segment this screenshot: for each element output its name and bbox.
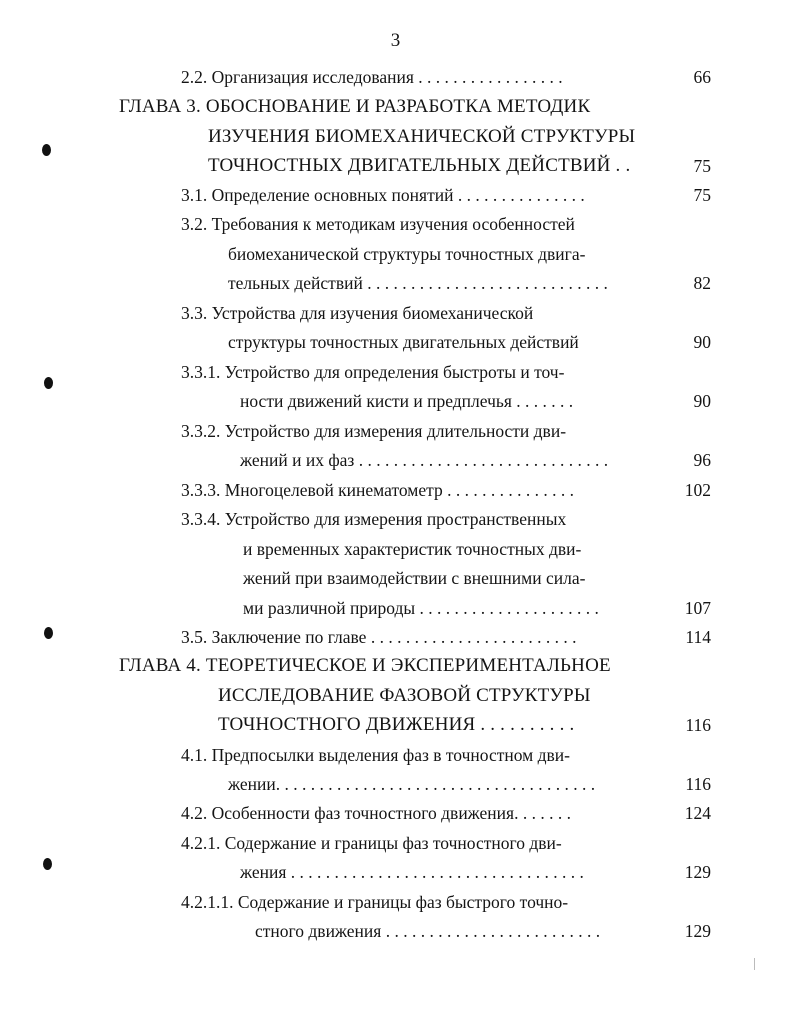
toc-line: 4.2.1. Содержание и границы фаз точностного дви-: [181, 833, 562, 853]
toc-page-number: 129: [684, 862, 711, 882]
toc-line: 3.2. Требования к методикам изучения особенностей: [181, 214, 575, 234]
toc-line: и временных характеристик точностных дви-: [243, 539, 582, 559]
toc-line: структуры точностных двигательных действий: [228, 332, 579, 352]
chapter-heading: ТОЧНОСТНОГО ДВИЖЕНИЯ . . . . . . . . . .: [218, 714, 575, 735]
toc-page-number: 124: [684, 803, 711, 823]
toc-page-number: 90: [693, 332, 711, 352]
toc-page-number: 116: [685, 774, 711, 794]
toc-line: 3.3.4. Устройство для измерения пространственных: [181, 509, 567, 529]
toc-page-number: 82: [693, 273, 711, 293]
toc-line: жении. . . . . . . . . . . . . . . . . . . . . . . . . . . . . . . . . . . . .: [228, 774, 596, 794]
toc-line: 3.5. Заключение по главе . . . . . . . . . . . . . . . . . . . . . . . .: [181, 627, 577, 647]
toc-line: 3.3. Устройства для изучения биомеханической: [181, 303, 534, 323]
toc-line: 3.3.2. Устройство для измерения длительности дви-: [181, 421, 567, 441]
toc-line: ности движений кисти и предплечья . . . . . . .: [240, 391, 574, 411]
binder-hole-mark: [44, 627, 53, 639]
toc-page-number: 116: [685, 715, 711, 735]
toc-page-number: 102: [684, 480, 711, 500]
toc-line: 4.1. Предпосылки выделения фаз в точностном дви-: [181, 745, 570, 765]
binder-hole-mark: [44, 377, 53, 389]
page-number: 3: [390, 30, 401, 51]
binder-hole-mark: [43, 858, 52, 870]
toc-line: жений и их фаз . . . . . . . . . . . . . . . . . . . . . . . . . . . . .: [240, 450, 609, 470]
toc-line: жений при взаимодействии с внешними сила-: [243, 568, 586, 588]
toc-line: биомеханической структуры точностных двига-: [228, 244, 586, 264]
toc-line: 2.2. Организация исследования . . . . . . . . . . . . . . . . .: [181, 67, 563, 87]
toc-page-number: 129: [684, 921, 711, 941]
toc-page-number: 75: [693, 185, 711, 205]
toc-line: 3.1. Определение основных понятий . . . . . . . . . . . . . . .: [181, 185, 585, 205]
toc-page-number: 107: [684, 598, 711, 618]
scan-artifact: [754, 958, 755, 970]
toc-line: тельных действий . . . . . . . . . . . . . . . . . . . . . . . . . . . .: [228, 273, 608, 293]
toc-line: 4.2. Особенности фаз точностного движения. . . . . . .: [181, 803, 571, 823]
toc-page-number: 66: [693, 67, 711, 87]
toc-line: 4.2.1.1. Содержание и границы фаз быстрого точно-: [181, 892, 569, 912]
toc-page-number: 90: [693, 391, 711, 411]
chapter-heading: ГЛАВА 3. ОБОСНОВАНИЕ И РАЗРАБОТКА МЕТОДИК: [119, 96, 591, 117]
toc-line: 3.3.3. Многоцелевой кинематометр . . . . . . . . . . . . . . .: [181, 480, 574, 500]
toc-page-number: 114: [685, 627, 711, 647]
chapter-heading: ТОЧНОСТНЫХ ДВИГАТЕЛЬНЫХ ДЕЙСТВИЙ . .: [208, 155, 631, 176]
chapter-heading: ИССЛЕДОВАНИЕ ФАЗОВОЙ СТРУКТУРЫ: [218, 685, 591, 706]
binder-hole-mark: [42, 144, 51, 156]
toc-page-number: 96: [693, 450, 711, 470]
toc-line: ми различной природы . . . . . . . . . . . . . . . . . . . . .: [243, 598, 599, 618]
toc-page-number: 75: [693, 156, 711, 176]
toc-line: 3.3.1. Устройство для определения быстроты и точ-: [181, 362, 565, 382]
toc-line: стного движения . . . . . . . . . . . . . . . . . . . . . . . . .: [255, 921, 601, 941]
chapter-heading: ИЗУЧЕНИЯ БИОМЕХАНИЧЕСКОЙ СТРУКТУРЫ: [208, 126, 636, 147]
toc-line: жения . . . . . . . . . . . . . . . . . . . . . . . . . . . . . . . . . .: [240, 862, 584, 882]
chapter-heading: ГЛАВА 4. ТЕОРЕТИЧЕСКОЕ И ЭКСПЕРИМЕНТАЛЬНОЕ: [119, 655, 611, 676]
